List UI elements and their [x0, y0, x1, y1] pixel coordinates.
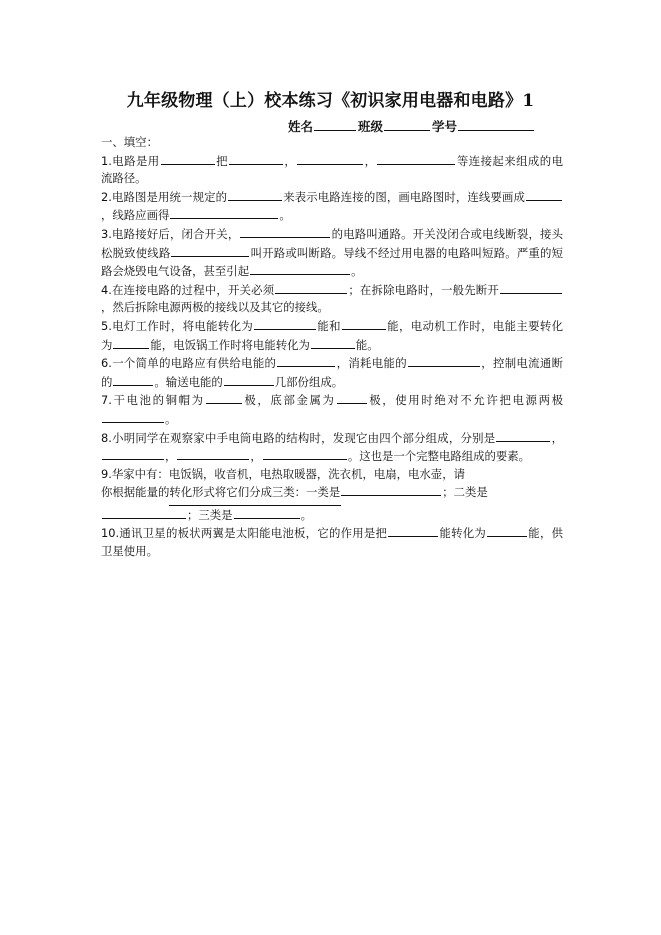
number-blank[interactable] [458, 117, 534, 131]
number-label: 学号 [432, 119, 458, 134]
blank[interactable] [102, 506, 186, 519]
blank[interactable] [250, 262, 350, 275]
blank[interactable] [206, 391, 242, 404]
question-1: 1.电路是用 把 ， ， 等连接起来组成的电流路径。 [101, 153, 563, 186]
question-5: 5.电灯工作时，将电能转化为 能和 能，电动机工作时，电能主要转化为 能，电饭锅工作时将电能转化为 能。 [101, 318, 563, 352]
question-4: 4.在连接电路的过程中，开关必须 ；在拆除电路时，一般先断开，然后拆除电源两极的接线以及其它的接线。 [101, 281, 563, 317]
blank[interactable] [102, 447, 164, 460]
question-8: 8.小明同学在观察家中手电筒电路的结构时，发现它由四个部分组成，分别是 ，， ， 。这也是一个完整电路组成的要素。 [101, 430, 563, 464]
blank[interactable] [342, 317, 386, 330]
question-9: 9.华家中有：电饭锅，收音机，电热取暖器，洗衣机，电扇，电水壶，请 你根据能量的转化形式将它们分成三类：一类是 ；二类是 ；三类是 。 [101, 466, 488, 522]
page-title: 九年级物理（上）校本练习《初识家用电器和电路》1 [126, 91, 535, 111]
blank[interactable] [102, 410, 164, 423]
blank[interactable] [171, 244, 249, 257]
blank[interactable] [177, 447, 249, 460]
blank[interactable] [487, 524, 527, 537]
blank[interactable] [234, 506, 300, 519]
blank[interactable] [224, 373, 274, 386]
name-label: 姓名 [288, 119, 314, 134]
blank[interactable] [275, 281, 347, 294]
blank[interactable] [311, 336, 355, 349]
blank[interactable] [161, 152, 215, 165]
blank[interactable] [388, 524, 438, 537]
blank[interactable] [408, 354, 480, 367]
question-7: 7.干电池的铜帽为 极，底部金属为 极，使用时绝对不允许把电源两极。 [101, 393, 563, 426]
blank[interactable] [377, 152, 455, 165]
blank[interactable] [170, 206, 278, 219]
blank[interactable] [277, 354, 335, 367]
question-10: 10.通讯卫星的板状两翼是太阳能电池板，它的作用是把 能转化为 能，供卫星使用。 [101, 526, 563, 559]
blank[interactable] [228, 188, 282, 201]
blank[interactable] [297, 152, 363, 165]
blank[interactable] [263, 447, 347, 460]
question-6: 6.一个简单的电路应有供给电能的 ，消耗电能的 ，控制电流通断的 。输送电能的 几部份组成。 [101, 356, 563, 389]
blank[interactable] [113, 336, 149, 349]
section-heading: 一、填空： [101, 135, 158, 149]
blank[interactable] [240, 225, 330, 238]
blank[interactable] [500, 281, 562, 294]
student-info-line [288, 117, 536, 135]
blank[interactable] [254, 317, 316, 330]
name-blank[interactable] [314, 117, 356, 131]
blank[interactable] [496, 429, 550, 442]
blank[interactable] [337, 391, 367, 404]
question-list [101, 134, 563, 561]
blank[interactable] [113, 373, 153, 386]
class-label: 班级 [358, 119, 384, 134]
blank[interactable] [526, 188, 562, 201]
question-2: 2.电路图是用统一规定的 来表示电路连接的图，画电路图时，连线要画成，线路应画得 。 [101, 188, 563, 225]
blank[interactable] [341, 483, 441, 496]
question-3: 3.电路接好后，闭合开关， 的电路叫通路。开关没闭合或电线断裂，接头松脱致使线路 叫开路或叫断路。导线不经过用电器的电路叫短路。严重的短路会烧毁电气设备，甚至引起 。 [101, 226, 563, 279]
blank[interactable] [229, 152, 283, 165]
class-blank[interactable] [384, 117, 430, 131]
